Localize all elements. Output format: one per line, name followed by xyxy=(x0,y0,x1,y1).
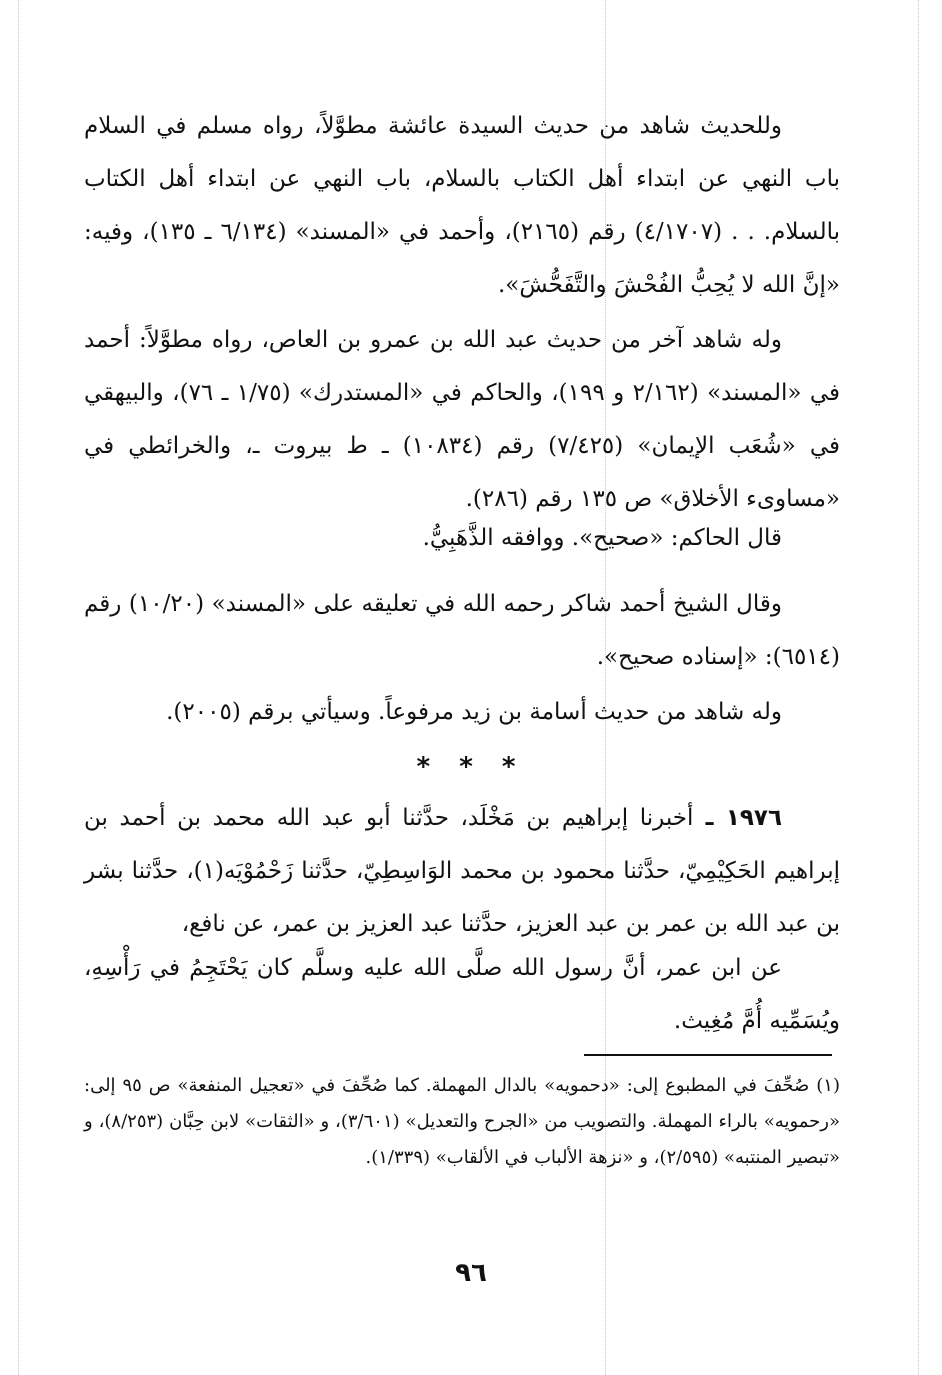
footnote-divider xyxy=(584,1054,832,1056)
hadith-matn-block xyxy=(84,942,840,1048)
paragraph-shakir-comment xyxy=(84,578,840,684)
footnote-text: (١) صُحِّفَ في المطبوع إلى: «دحمويه» بالدال المهملة. كما صُحِّفَ في «تعجيل المنفعة» ص ٩٥ إلى: «رحمويه» بالراء المهملة. والتصويب من «الجرح والتعديل» (٣/٦٠١)، و «الثقات» لابن حِبَّان (٨/٢٥٣)، و «تبصير المنتبه» (٢/٥٩٥)، و «نزهة الألباب في الألقاب» (١/٣٣٩). xyxy=(84,1075,841,1168)
paragraph-text: وقال الشيخ أحمد شاكر رحمه الله في تعليقه على «المسند» (١٠/٢٠) رقم (٦٥١٤): «إسناده صحيح». xyxy=(84,591,840,670)
hadith-number-dash: ـ xyxy=(693,805,726,831)
scan-artifact-line xyxy=(18,0,19,1375)
paragraph-hakim-verdict xyxy=(84,512,840,565)
scan-artifact-line xyxy=(918,0,919,1375)
hadith-entry xyxy=(84,792,840,951)
paragraph-abdullah-witness xyxy=(84,314,840,526)
paragraph-usama-witness xyxy=(84,686,840,739)
footnote xyxy=(84,1068,840,1176)
paragraph-text: وله شاهد آخر من حديث عبد الله بن عمرو بن العاص، رواه مطوَّلاً: أحمد في «المسند» (٢/١٦٢ و ١٩٩)، والحاكم في «المستدرك» (١/٧٥ ـ ٧٦)، والبيهقي في «شُعَب الإيمان» (٧/٤٢٥) رقم (١٠٨٣٤) ـ ط بيروت ـ، والخرائطي في «مساوىء الأخلاق» ص ١٣٥ رقم (٢٨٦). xyxy=(84,327,840,512)
hadith-isnad: أخبرنا إبراهيم بن مَخْلَد، حدَّثنا أبو عبد الله محمد بن أحمد بن إبراهيم الحَكِيْمِيّ، حدَّثنا محمود بن محمد الوَاسِطِيّ، حدَّثنا زَحْمُوْيَه(١)، حدَّثنا بشر بن عبد الله بن عمر بن عبد العزيز، حدَّثنا عبد العزيز بن عمر، عن نافع، xyxy=(84,805,840,937)
paragraph-text: وللحديث شاهد من حديث السيدة عائشة مطوَّلاً، رواه مسلم في السلام باب النهي عن ابتداء أهل الكتاب بالسلام، باب النهي عن ابتداء أهل الكتاب بالسلام. . . (٤/١٧٠٧) رقم (٢١٦٥)، وأحمد في «المسند» (٦/١٣٤ ـ ١٣٥)، وفيه: «إنَّ الله لا يُحِبُّ الفُحْشَ والتَّفَحُّشَ». xyxy=(84,113,840,298)
section-separator: * * * xyxy=(416,752,526,782)
hadith-matn: عن ابن عمر، أنَّ رسول الله صلَّى الله عليه وسلَّم كان يَحْتَجِمُ في رَأْسِهِ، ويُسَمِّيه أُمَّ مُغِيث. xyxy=(84,955,840,1034)
page-number: ٩٦ xyxy=(455,1258,487,1288)
hadith-isnad-paragraph xyxy=(84,792,840,951)
hadith-number: ١٩٧٦ xyxy=(725,805,782,831)
paragraph-text: وله شاهد من حديث أسامة بن زيد مرفوعاً. وسيأتي برقم (٢٠٠٥). xyxy=(166,699,782,725)
paragraph-text: قال الحاكم: «صحيح». ووافقه الذَّهَبِيُّ. xyxy=(422,525,782,551)
paragraph-aisha-witness xyxy=(84,100,840,312)
